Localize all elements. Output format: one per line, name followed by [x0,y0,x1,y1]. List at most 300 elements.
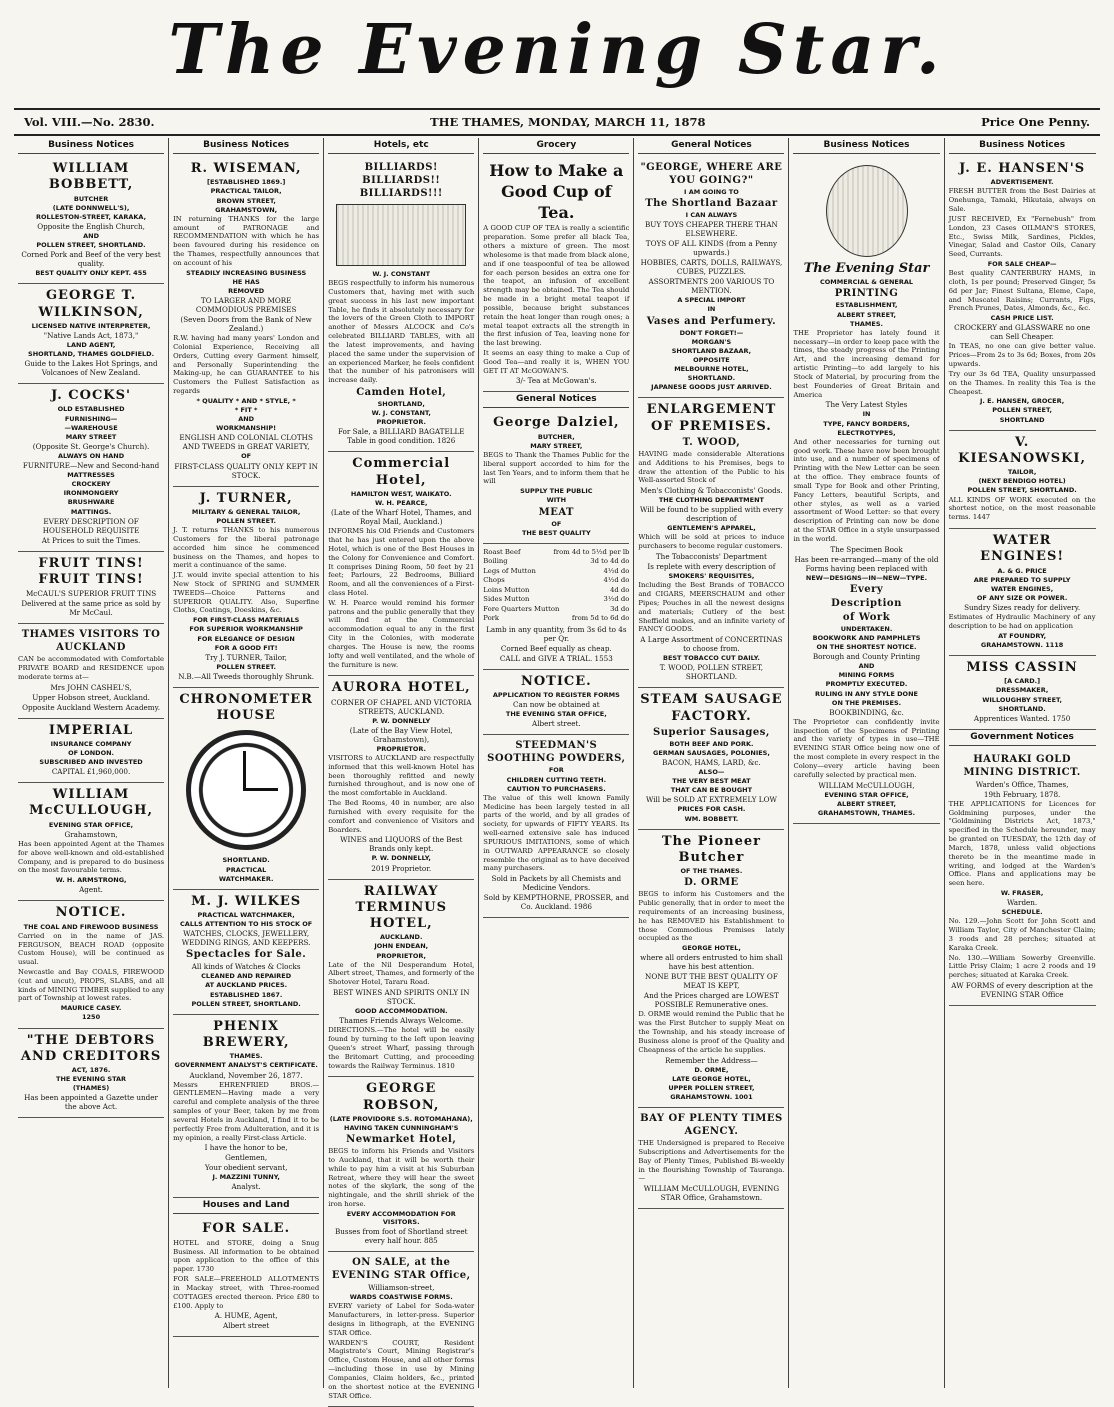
advertisement [18,1029,164,1119]
ad-line: HAVING TAKEN CUNNINGHAM'S [344,1124,459,1133]
ad-line: BRUSHWARE [67,498,115,507]
ad-line: BEGS to Thank the Thames Public for the liberal support accorded to him for the last Ten Years, and to inform them that he will [483,450,630,486]
advertisement [328,452,474,676]
ad-line: Remember the Address— [665,1055,758,1065]
advertisement [483,544,629,670]
ad-line: AND [83,231,99,240]
ad-line: [ESTABLISHED 1869.] [206,178,286,187]
ad-line: THAT CAN BE BOUGHT [670,786,753,795]
ad-line: LATE GEORGE HOTEL, [672,1074,751,1083]
newspaper-columns [14,138,1100,1400]
ad-line: Will be SOLD AT EXTREMELY LOW [645,795,777,805]
ad-line: Carried on in the name of JAS. FERGUSON, BEACH ROAD (opposite Custom House), will be continued as usual. [18,931,165,967]
ad-line: GRAHAMSTOWN. 1118 [980,640,1064,649]
advertisement [949,431,1096,529]
ad-line: Description [831,597,902,609]
ad-title: STEAM SAUSAGE FACTORY. [640,692,783,724]
ad-line: Is replete with every description of [647,562,776,572]
ad-line: ESTABLISHED 1867. [209,990,283,999]
ad-line: DON'T FORGET!— [679,328,744,337]
ad-line: A. & G. PRICE [997,566,1047,575]
ad-line: TO LARGER AND MORE COMMODIOUS PREMISES [195,296,297,315]
ad-line: MELBOURNE HOTEL, [674,365,749,373]
ad-line: CALL and GIVE A TRIAL. 1553 [499,653,613,663]
ad-line: ACT, 1876. [71,1066,111,1075]
place-date: THE THAMES, MONDAY, MARCH 11, 1878 [430,115,706,129]
ad-line: MARY STREET [65,432,117,441]
ad-line: The value of this well known Family Medicine has been largely tested in all parts of the world, and by all grades of society, for upwards of FIFTY YEARS. Its well-earned extensive sale has induced SPURIOUS IMITATIONS, some of which in OUTWARD APPEARANCE so closely resemble the original as to have deceived many purchasers. [483,793,630,873]
ad-line: Including the Best Brands of TOBACCO and CIGARS, MEERSCHAUM and other Pipes; Pouches in all the newest designs and materials; Cutlery of the best Sheffield makes, and an infinite variety of FANCY GOODS. [638,581,785,634]
price-value: from 5d to 6d do [571,614,630,623]
ad-line: (Late of the Bay View Hotel, Grahamstown), [349,725,453,744]
ad-line: Guide to the Lakes Hot Springs, and Volcanoes of New Zealand. [24,359,158,378]
ad-line: JUST RECEIVED, Ex "Fernebush" from London, 23 Cases OILMAN'S STORES, Etc., Swiss Milk, Sardines, Pickles, Vinegar, Salad and Castor Oils, Canary Seed, Currants. [948,214,1096,259]
ad-line: The Proprietor can confidently invite inspection of the Specimens of Printing and the variety of types in use—THE EVENING STAR Office being now one of the most complete in every respect in the Colony—every article having been carefully selected by practical men. [793,717,940,779]
ad-line: PROPRIETOR, [376,951,426,960]
advertisement [638,1108,784,1209]
ad-line: WILLIAM McCULLOUGH, [818,780,915,790]
ad-line: HE HAS [232,277,260,286]
ad-title: FRUIT TINS! FRUIT TINS! [38,555,144,587]
ad-line: SHORTLAND BAZAAR, [671,346,752,355]
advertisement [483,735,629,918]
ad-line: I CAN ALWAYS [685,211,738,220]
column-4 [479,138,634,1388]
ad-line: For Sale, a BILLIARD BAGATELLE Table in good condition. 1826 [337,427,465,446]
advertisement [793,157,939,824]
ad-line: THAMES. [850,319,883,328]
ad-line: THE BEST QUALITY [521,528,591,537]
advertisement [638,830,784,1108]
ad-line: EVERY DESCRIPTION OF HOUSEHOLD REQUISITE [42,516,140,535]
ad-title: IMPERIAL [48,722,134,738]
advertisement [18,384,164,552]
ad-line: WILLIAM McCULLOUGH, EVENING STAR Office, Grahamstown. [643,1184,780,1203]
ad-line: Late of the Nil Desperandum Hotel, Albert street, Thames, and formerly of the Shotover Hotel, Tararu Road. [328,960,475,987]
ad-line: HAMILTON WEST, WAIKATO. [350,489,452,498]
ad-line: PROPRIETOR. [376,744,426,753]
ad-line: THE VERY BEST MEAT [672,777,751,786]
ad-title: M. J. WILKES [191,893,302,909]
ad-line: THE COAL AND FIREWOOD BUSINESS [23,922,159,931]
ad-line: Grahamstown, [64,829,118,839]
ad-line: FOR ELEGANCE OF DESIGN [197,634,295,643]
ad-title: NOTICE. [55,905,127,921]
advertisement [328,1252,474,1407]
ad-line: AT AUCKLAND PRICES. [205,981,288,990]
ad-line: Try J. TURNER, Tailor, [205,652,287,662]
ad-line: NEW—DESIGNS—IN—NEW—TYPE. [805,573,928,582]
ad-line: BEST TOBACCO CUT DAILY. [662,654,760,663]
ad-line: ESTABLISHMENT, [835,301,898,310]
ad-line: * FIT * [234,406,258,415]
ad-line: INSURANCE COMPANY [50,739,132,748]
ad-line: where all orders entrusted to him shall have his best attention. [640,953,783,972]
advertisement [483,157,629,392]
section-heading: Business Notices [173,138,319,154]
dateline-rule [14,134,1100,136]
ad-line: CAN be accommodated with Comfortable PRIVATE BOARD and RESIDENCE upon moderate terms at— [18,655,165,681]
price-row [483,586,629,596]
ad-line: TAILOR, [1007,468,1037,477]
ad-line: IN [862,410,871,419]
ad-title: WILLIAM BOBBETT, [48,161,134,193]
ad-line: CASH PRICE LIST. [990,314,1054,323]
ad-line: Albert street [222,1321,270,1331]
ad-line: (LATE PROVIDORE S.S. ROTOMAHANA), [329,1114,473,1123]
ad-line: The Very Latest Styles [825,400,908,410]
ad-line: WATER ENGINES, [991,584,1054,593]
ad-line: WORKMANSHIP! [216,424,277,433]
ad-line: (Opposite St. George's Church). [32,441,150,451]
ad-line: AND [238,415,255,424]
ad-title: RAILWAY TERMINUS HOTEL, [355,883,447,932]
ad-title: J. COCKS' [51,388,131,404]
ad-line: Camden Hotel, [356,387,447,399]
ad-line: The Specimen Book [830,544,903,554]
ad-line: Apprentices Wanted. 1750 [973,713,1071,723]
ad-line: WARDS COASTWISE FORMS. [349,1293,453,1302]
price-item: Legs of Mutton [483,566,536,575]
ad-title: STEEDMAN'S SOOTHING POWDERS, [487,740,626,765]
ad-line: Albert street. [532,719,581,729]
ad-line: POLLEN STREET. [216,662,276,671]
ad-line: Corned Pork and Beef of the very best quality. [21,250,161,269]
section-heading: Business Notices [793,138,939,154]
ad-line: Has been re-arranged—many of the old Forms having been replaced with [794,554,939,573]
ad-line: ELECTROTYPES, [837,428,896,437]
ad-line: And the Prices charged are LOWEST POSSIBLE Remunerative ones. [643,991,779,1010]
ad-line: MAURICE CASEY. [60,1004,122,1013]
ad-line: Which will be sold at prices to induce purchasers to become regular customers. [638,533,785,551]
ad-line: THE EVENING STAR [56,1075,127,1084]
ad-title: Commercial Hotel, [352,456,451,488]
ad-line: IN returning THANKS for the large amount of PATRONAGE and RECOMMENDATION with which he has been favoured during his residence on the Thames, respectfully announces that on account of his [173,214,320,267]
ad-line: EVERY variety of Label for Soda-water Manufacturers, in letter-press. Superior designs in lithograph, at the EVENING STAR Office. [328,1302,475,1337]
ad-line: ALSO— [698,768,725,777]
clock-illustration [186,730,306,850]
ad-line: ON THE PREMISES. [831,698,902,707]
ad-line: P. W. DONNELLY, [371,854,431,863]
advertisement [328,676,474,879]
ad-line: McCAUL'S SUPERIOR FRUIT TINS [25,589,157,599]
ad-line: CROCKERY [71,480,111,489]
ad-line: ADVERTISEMENT. [990,178,1054,187]
ad-title: The Evening Star [803,261,930,276]
ad-line: ALBERT STREET, [837,310,896,319]
ad-line: APPLICATION TO REGISTER FORMS [492,691,620,700]
ad-line: Mrs JOHN CASHEL'S, [50,682,132,692]
ad-line: GOOD ACCOMMODATION. [354,1007,448,1016]
price-value: 4½d do [603,566,630,575]
ad-line: It seems an easy thing to make a Cup of Good Tea—and really it is, WHEN YOU GET IT AT McGOWAN'S. [483,348,630,375]
ad-line: BEGS to inform his Customers and the Public generally, that in order to meet the requirements of an increasing business, he has REMOVED his Establishment to those Commodious Premises lately occupied as the [638,890,785,943]
ad-line: THE Undersigned is prepared to Receive Subscriptions and Advertisements for the Bay of Plenty Times, Published Bi-weekly in the flourishing Township of Tauranga.— [638,1139,785,1183]
ad-line: * QUALITY * AND * STYLE, * [196,396,296,405]
ad-line: Sundry Sizes ready for delivery. [964,603,1081,613]
advertisement [18,624,164,718]
ad-title: How to Make a Good Cup of Tea. [489,161,624,222]
ad-line: Lamb in any quantity, from 3s 6d to 4s per Qr. [486,624,627,643]
ad-line: IRONMONGERY [63,489,119,498]
ad-line: Analyst. [231,1182,261,1192]
ad-line: POLLEN STREET, SHORTLAND. [967,486,1077,495]
ad-line: BOOKBINDING, &c. [829,707,904,717]
price-item: Pork [483,614,500,623]
ad-line: Superior Sausages, [652,726,770,738]
price-item: Boiling [483,557,508,566]
ad-title: J. TURNER, [199,490,293,506]
ad-line: SUPPLY THE PUBLIC [520,487,593,496]
ad-line: TYPE, FANCY BORDERS, [823,419,910,428]
ad-line: Williamson-street, [368,1283,435,1293]
ad-line: J. MAZZINI TUNNY, [212,1173,280,1182]
ad-title: NOTICE. [520,673,592,689]
ad-line: T. WOOD, [682,436,741,448]
price-item: Roast Beef [483,547,521,556]
advertisement [638,398,784,688]
ad-title: BILLIARDS! BILLIARDS!! BILLIARDS!!! [359,162,443,199]
price-value: 3½d do [603,595,630,604]
ad-line: SMOKERS' REQUISITES, [668,572,755,581]
ad-line: BEGS to inform his Friends and Visitors to Auckland, that it will be worth their while to pay him a visit at his Suburban Retreat, where they will hear the sweet notes of the skylark, the song of the nightingale, and the shrill shriek of the iron horse. [328,1147,475,1209]
price-row [483,567,629,577]
advertisement [949,656,1096,730]
ad-line: MATTINGS. [70,507,112,516]
ad-line: (NEXT BENDIGO HOTEL) [978,477,1066,486]
ad-line: I AM GOING TO [684,188,739,196]
ad-line: W. J. CONSTANT [372,270,431,278]
ad-line: FOR SUPERIOR WORKMANSHIP [189,625,303,634]
ad-line: EVENING STAR OFFICE, [48,820,134,829]
advertisement [173,1217,319,1337]
ad-line: BEST WINES AND SPIRITS ONLY IN STOCK. [332,988,470,1007]
price-item: Fore Quarters Mutton [483,604,560,613]
ad-line: AND [858,662,875,671]
ad-line: IN [707,305,716,314]
ad-line: AT FOUNDRY, [998,631,1047,640]
advertisement [328,880,474,1078]
ad-line: CAUTION TO PURCHASERS. [506,784,606,793]
ad-line: P. W. DONNELLY [372,716,431,725]
column-3 [324,138,479,1400]
ad-line: T. WOOD, POLLEN STREET, SHORTLAND. [659,663,764,682]
column-5 [634,138,789,1388]
ad-line: GOVERNMENT ANALYST'S CERTIFICATE. [174,1061,318,1070]
ad-line: DRESSMAKER, [995,686,1049,695]
ad-line: Messrs EHRENFRIED BROS.—GENTLEMEN—Having made a very careful and complete analysis of the three samples of your Beer, taken by me from several Hotels in Auckland, I find it to be perfectly Free from Adulteration, and it is my opinion, a really First-class Article. [173,1080,320,1142]
ad-line: ALWAYS ON HAND [57,451,125,460]
price-value: 4d do [610,585,630,594]
ad-line: PROMPTLY EXECUTED. [825,680,908,689]
ad-line: Spectacles for Sale. [186,949,307,961]
ad-line: WITH [546,496,567,505]
ad-line: Can now be obtained at [513,700,600,710]
ad-line: of Work [842,611,891,623]
section-heading: Business Notices [18,138,164,154]
ad-line: Opposite the English Church, [37,221,145,231]
ad-line: POLLEN STREET, SHORTLAND. [191,999,301,1008]
ad-line: Busses from foot of Shortland street every half hour. 885 [334,1227,468,1246]
ad-line: ROLLESTON-STREET, KARAKA, [36,212,147,221]
ad-line: PRINTING [834,288,899,300]
price-item: Loins Mutton [483,585,530,594]
ad-line: NONE BUT THE BEST QUALITY OF MEAT IS KEPT, [645,972,778,991]
ad-title: AURORA HOTEL, [331,680,471,696]
price-row [483,595,629,605]
ad-title: MISS CASSIN [966,660,1078,675]
advertisement [173,688,319,890]
ad-line: MEAT [538,506,574,518]
advertisement [18,901,164,1028]
ad-line: Warden's Office, Thames, [975,779,1069,789]
ad-title: GEORGE ROBSON, [363,1081,440,1113]
ad-line: Will be found to be supplied with every description of [639,505,783,524]
ad-line: OPPOSITE [693,355,730,364]
ad-line: Opposite Auckland Western Academy. [22,702,161,712]
ad-line: SHORTLAND. [998,704,1046,713]
ad-line: BACON, HAMS, LARD, &c. [662,758,761,768]
ad-line: CROCKERY and GLASSWARE no one can Sell Cheaper. [954,323,1091,342]
advertisement [18,783,164,901]
ad-title: THAMES VISITORS TO AUCKLAND [21,629,161,654]
ad-line: SCHEDULE. [1001,908,1043,917]
ad-line: HOBBIES, CARTS, DOLLS, RAILWAYS, CUBES, PUZZLES. [640,258,783,277]
ad-line: The Shortland Bazaar [645,198,778,210]
advertisement [949,529,1096,656]
ad-title: BAY OF PLENTY TIMES AGENCY. [640,1113,783,1138]
ad-line: Estimates of Hydraulic Machinery of any description to be had on application [948,613,1096,630]
ad-line: CALLS ATTENTION TO HIS STOCK OF [180,920,313,929]
ad-line: CORNER OF CHAPEL AND VICTORIA STREETS, AUCKLAND. [330,697,472,716]
ad-line: STEADILY INCREASING BUSINESS [186,268,307,277]
ad-line: A SPECIAL IMPORT [677,296,746,305]
ad-line: SHORTLAND. [222,856,270,865]
price-row [483,614,629,624]
ad-line: THE EVENING STAR OFFICE, [505,710,607,719]
ad-line: ASSORTMENTS 200 VARIOUS TO MENTION. [648,277,775,296]
ad-line: JAPANESE GOODS JUST ARRIVED. [651,383,772,392]
ad-line: 3/- Tea at McGowan's. [515,376,597,386]
ad-line: MORGAN'S [691,337,732,346]
ad-line: ARE PREPARED TO SUPPLY [973,575,1071,584]
advertisement [173,1015,319,1199]
ad-line: Auckland, November 26, 1877. [189,1070,303,1080]
ad-line: FOR SALE CHEAP— [987,260,1057,268]
price-row [483,576,629,586]
ad-line: HAVING made considerable Alterations and Additions to his Premises, begs to draw the attention of the Public to his Well-assorted Stock of [638,449,785,485]
ad-line: No. 129.—John Scott for John Scott and William Taylor, City of Manchester Claim; 3 roods and 28 perches; situated at Karaka Creek. [948,917,1096,952]
ad-line: Try our 3s 6d TEA, Quality unsurpassed on the Thames. In reality this Tea is the Cheapest. [948,369,1096,396]
column-2 [169,138,324,1388]
price-value: 3d do [610,604,630,613]
ad-line: FURNITURE—New and Second-hand [22,461,160,470]
ad-line: W. H. ARMSTRONG, [55,876,127,885]
ad-line: THE APPLICATIONS for Licences for Goldmining purposes, under the "Goldmining Districts Act, 1873," specified in the Schedule hereunder, may be granted on TUESDAY, the 12th day of March, 1878, unless valid objections thereto be in the meantime made in writing, and lodged at the Warden's Office. Plans and applications may be seen here. [948,799,1096,888]
ad-line: SHORTLAND, THAMES GOLDFIELD. [28,350,155,358]
ad-line: Delivered at the same price as sold by Mr McCaul. [21,599,161,618]
price-value: 4½d do [603,576,630,585]
ad-title: J. E. HANSEN'S [959,161,1086,176]
ad-line: [A CARD.] [1004,677,1041,686]
ad-line: VISITORS to AUCKLAND are respectfully informed that this well-known Hotel has been thoroughly refitted and newly furnished throughout, and is now one of the most comfortable in Auckland. [328,753,475,798]
ad-line: FRESH BUTTER from the Best Dairies at Onehunga, Tamaki, Hikutaia, always on Sale. [948,187,1096,214]
ad-line: THE Proprietor has lately found it necessary—in order to keep pace with the times, the steady progress of the Printing Art, and the increasing demand for artistic Printing—to add largely to his Stock of Material, by procuring from the best Founderies of Great Britain and America [793,328,940,399]
advertisement [949,749,1096,1006]
ad-line: FOR A GOOD FIT! [214,643,278,652]
ad-line: RULING IN ANY STYLE DONE [815,689,918,698]
ad-line: J. T. returns THANKS to his numerous Customers for the liberal patronage accorded him since he commenced business on the Thames, and hopes to merit a continuance of the same. [173,526,320,570]
ad-line: MILITARY & GENERAL TAILOR, [191,507,301,516]
ad-line: GERMAN SAUSAGES, POLONIES, [652,748,770,757]
ad-line: FOR [548,766,564,775]
column-7 [945,138,1100,1388]
ad-line: EVERY ACCOMMODATION FOR VISITORS. [346,1209,456,1227]
advertisement [638,157,784,398]
ad-line: In TEAS, no one can give better value. Prices—From 2s to 3s 6d; Boxes, from 20s upwards. [948,342,1096,369]
advertisement [173,890,319,1015]
ad-line: (LATE DONNWELL'S), [52,203,130,212]
ad-line: R.W. having had many years' London and Colonial Experience, Receiving all Orders, Cutting every Garment himself, and Personally Superintending the Making-up, he can GUARANTEE to his Customers the Fullest Satisfaction as regards [173,334,320,396]
ad-line: (THAMES) [72,1084,110,1093]
ad-line: ALBERT STREET, [837,799,896,808]
ad-line: OF [551,519,562,528]
ad-line: THAMES. [229,1052,263,1061]
advertisement [18,284,164,384]
ad-line: (Seven Doors from the Bank of New Zealand.) [180,315,312,334]
ad-line: SUBSCRIBED AND INVESTED [39,758,143,767]
ad-line: GRAHAMSTOWN, THAMES. [817,808,916,817]
section-heading: Government Notices [949,730,1096,746]
ad-line: CHILDREN CUTTING TEETH. [506,775,607,784]
ad-title: The Pioneer Butcher [661,833,761,865]
ad-line: Borough and County Printing [812,652,921,662]
ad-line: OF THE THAMES. [680,867,743,876]
price: Price One Penny. [981,115,1090,129]
billiard-table-illustration [336,204,466,266]
ad-line: BUY TOYS CHEAPER THERE THAN ELSEWHERE. [645,220,778,239]
ad-line: The Tobacconists' Department [655,552,767,562]
ad-line: Vases and Perfumery. [646,315,777,327]
ad-title: CHRONOMETER HOUSE [179,691,313,724]
ad-line: AW FORMS of every description at the EVENING STAR Office [951,981,1093,1000]
ad-line: Upper Hobson street, Auckland. [32,692,150,702]
ad-line: POLLEN STREET, [992,406,1052,415]
ad-title: George Dalziel, [493,415,620,431]
advertisement [483,670,629,736]
top-rule [14,108,1100,110]
ad-line: MINING FORMS [838,671,895,680]
advertisement [18,719,164,784]
price-row [483,548,629,558]
ad-line: MATTRESSES [67,471,115,479]
ad-line: Best quality CANTERBURY HAMS, in cloth, 1s per pound; Preserved Ginger, 5s 6d per Jar; Finest Sultana, Eleme, Cape, and Muscatel Raisins; Currants, Figs, French Prunes, Dates, Almonds, &c., &c. [948,269,1096,313]
price-value: 3d to 4d do [590,557,630,566]
ad-line: GENTLEMEN'S APPAREL, [667,524,756,533]
ad-line: W. J. CONSTANT, [371,409,431,418]
ad-line: Sold in Packets by all Chemists and Medicine Vendors. [491,874,622,893]
ad-title: V. KIESANOWSKI, [958,434,1087,466]
ad-line: WATCHMAKER. [218,874,274,883]
section-heading: Hotels, etc [328,138,474,154]
ad-title: FOR SALE. [202,1221,291,1237]
ad-line: FURNISHING— [64,414,118,423]
section-heading: Grocery [483,138,629,154]
ad-line: POLLEN STREET. [216,516,276,525]
ad-line: BUTCHER, [537,432,575,441]
ad-title: "THE DEBTORS AND CREDITORS [20,1032,162,1064]
advertisement [18,157,164,284]
